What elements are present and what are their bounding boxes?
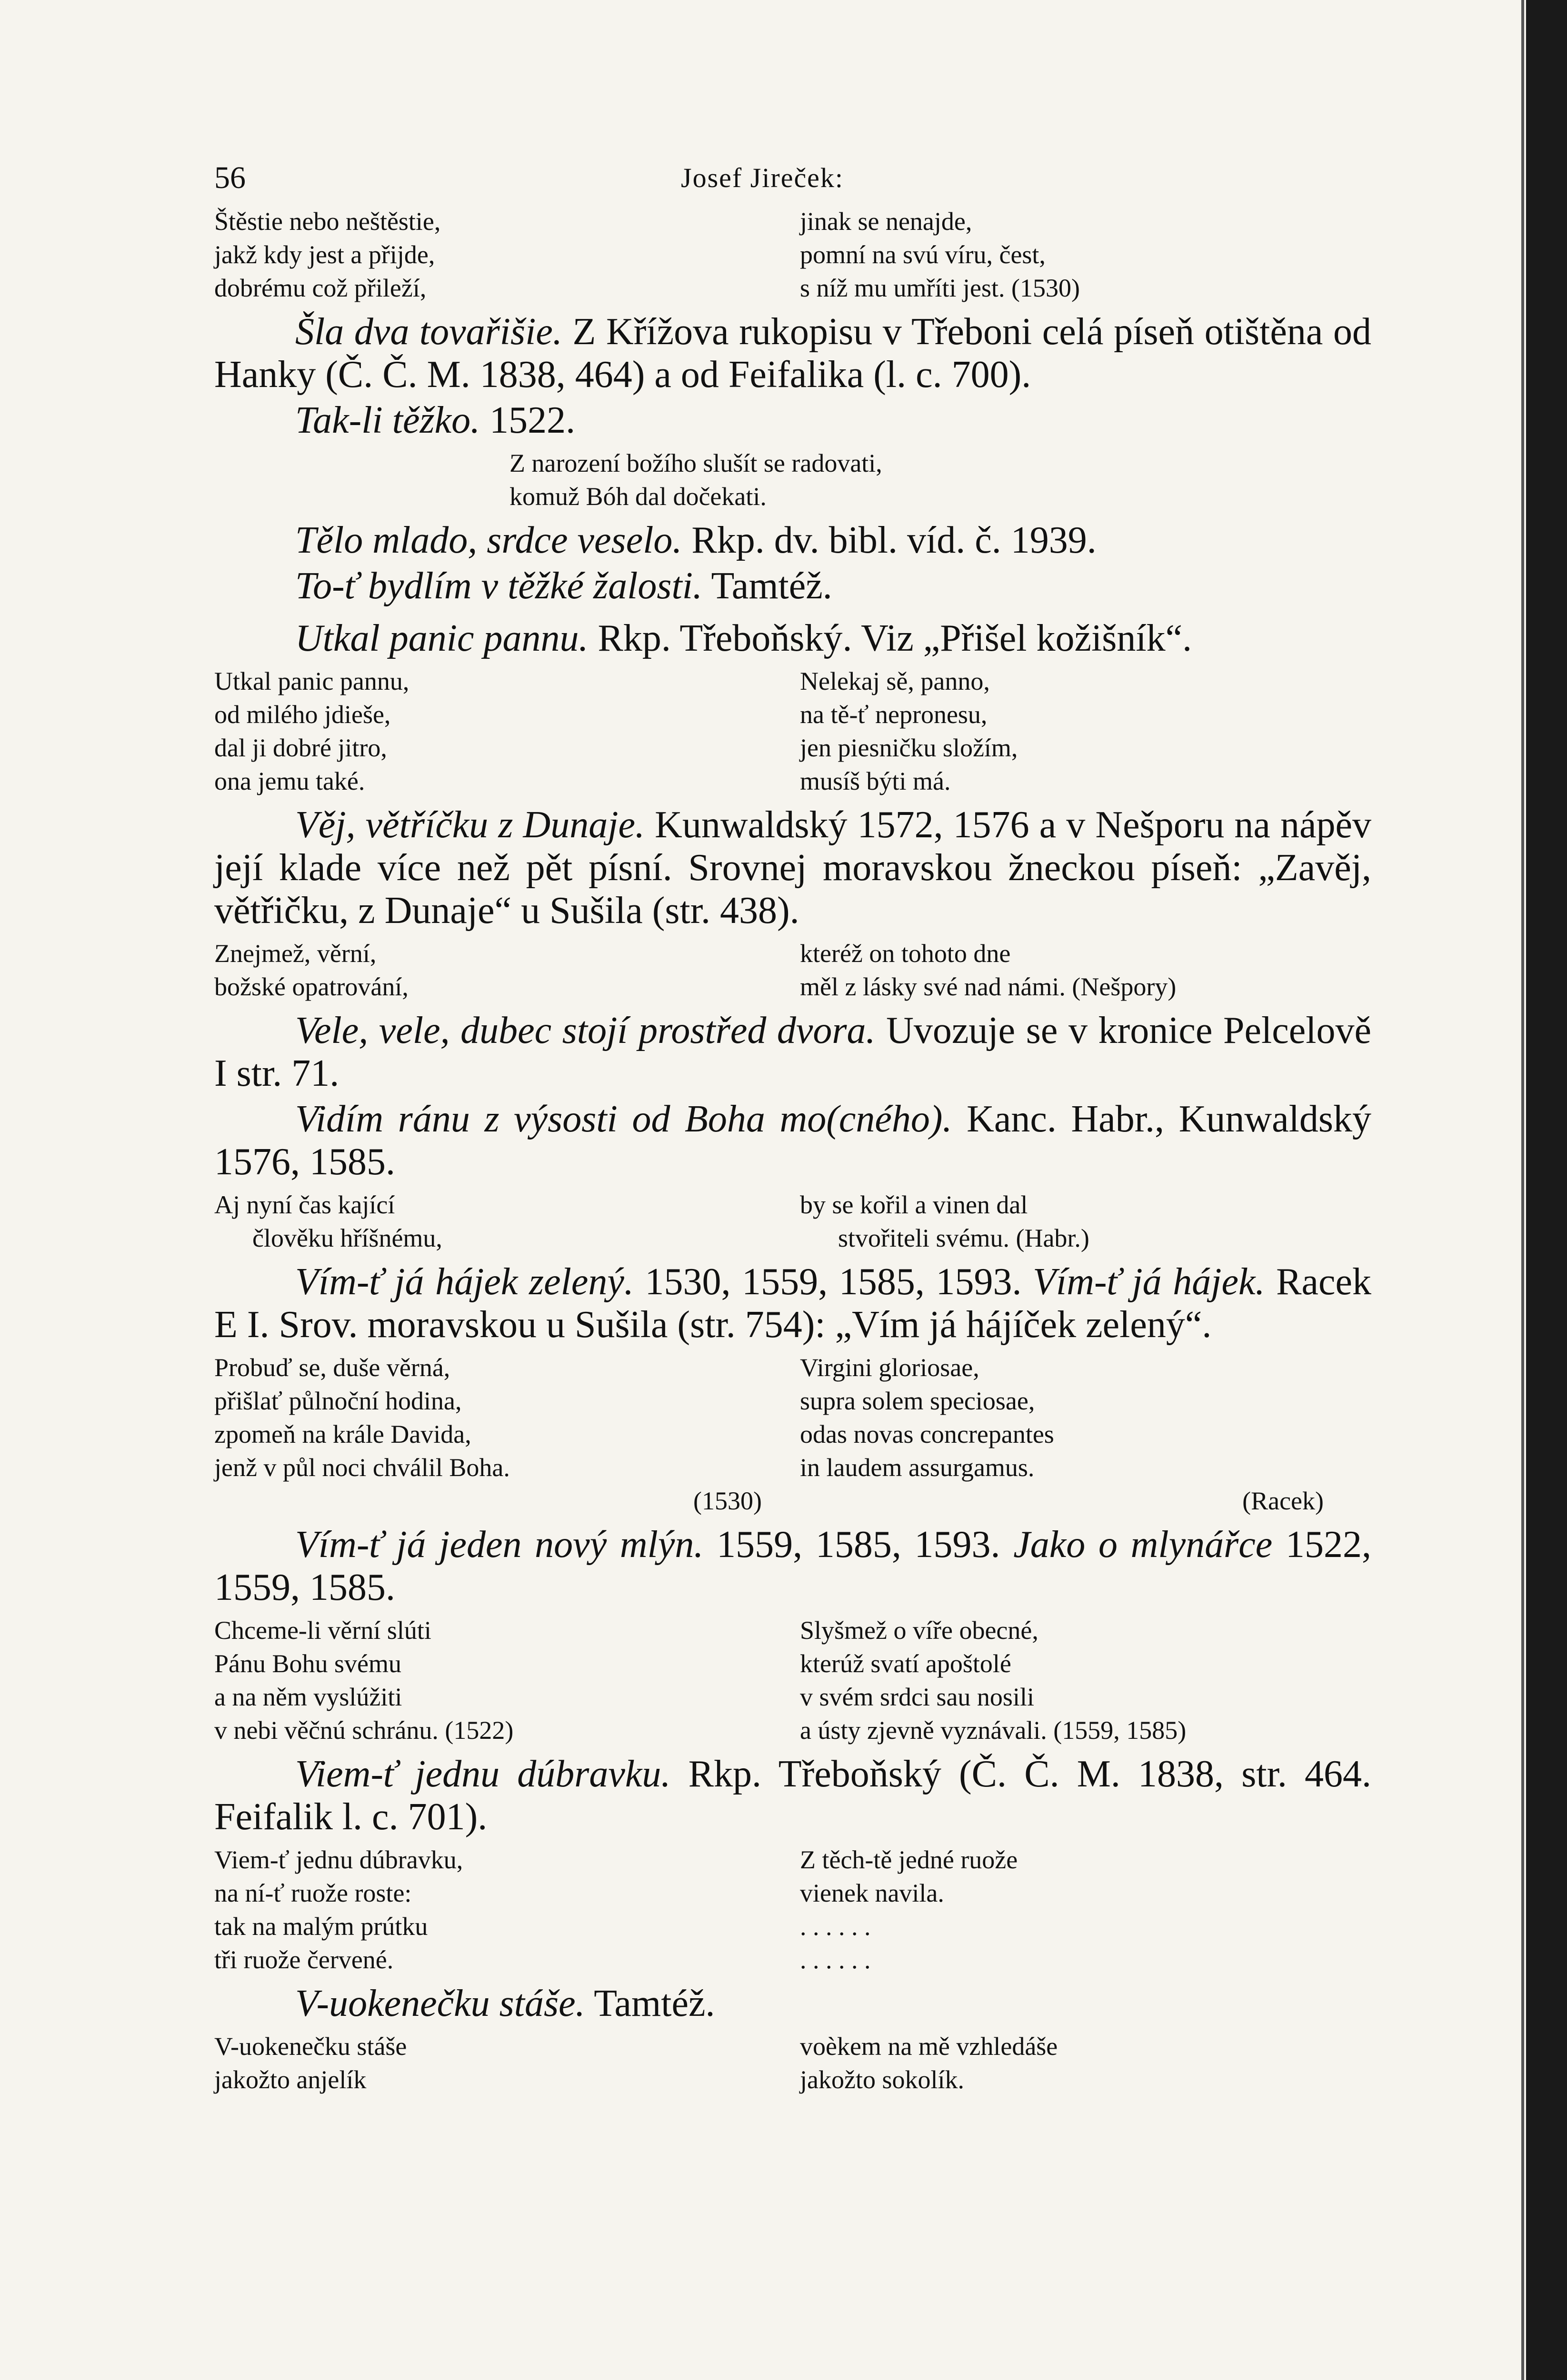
page-content — [214, 143, 1371, 2102]
verse-block — [214, 937, 1371, 1003]
verse-line: Viem-ť jednu dúbravku, — [214, 1845, 463, 1874]
verse-line: jakožto anjelík — [214, 2065, 367, 2094]
verse-line: a ústy zjevně vyznávali. (1559, 1585) — [800, 1716, 1187, 1745]
verse-line: vienek navila. — [800, 1879, 944, 1907]
entry-text: 1530, 1559, 1585, 1593. — [633, 1261, 1033, 1303]
verse-line: pomní na svú víru, čest, — [800, 240, 1046, 269]
entry-text: Racek E I. Srov. moravskou u Sušila (str. 754): „Vím já hájíček zelený“. — [214, 1261, 1372, 1346]
verse-source: (Racek) — [1242, 1487, 1324, 1515]
verse-block — [214, 1614, 1371, 1747]
song-entry — [214, 803, 1371, 932]
song-title: Vele, vele, dubec stojí prostřed dvora. — [295, 1010, 876, 1051]
song-title: V-uokenečku stáše. — [295, 1983, 585, 2024]
song-title: Tak-li těžko. — [295, 399, 480, 441]
verse-line: Aj nyní čas kající — [214, 1190, 395, 1219]
page-header — [214, 143, 1371, 200]
verse-line: jakožto sokolík. — [800, 2065, 964, 2094]
verse-line: kteréž on tohoto dne — [800, 939, 1011, 968]
song-title: Tělo mlado, srdce veselo. — [295, 519, 682, 561]
song-title: Věj, větříčku z Dunaje. — [295, 804, 645, 846]
song-title: To-ť bydlím v těžké žalosti. — [295, 565, 702, 607]
verse-line: jakž kdy jest a přijde, — [214, 240, 435, 269]
ellipsis-line: . . . . . . — [800, 1912, 871, 1941]
verse-block — [214, 205, 1371, 305]
song-entry — [214, 1523, 1371, 1609]
song-entry — [214, 565, 1371, 607]
verse-line: člověku hříšnému, — [252, 1224, 442, 1252]
song-title: Viem-ť jednu dúbravku. — [295, 1753, 671, 1795]
verse-line: Štěstie nebo neštěstie, — [214, 207, 441, 236]
entry-text: Uvozuje se v kronice Pelcelově I str. 71. — [214, 1010, 1372, 1094]
entry-text: 1522. — [480, 399, 576, 441]
entry-text: 1559, 1585, 1593. — [703, 1524, 1014, 1566]
verse-line: Pánu Bohu svému — [214, 1649, 402, 1678]
verse-line: Nelekaj sě, panno, — [800, 667, 990, 695]
verse-line: v nebi věčnú schránu. (1522) — [214, 1716, 514, 1745]
verse-line: od milého jdieše, — [214, 700, 391, 729]
ellipsis-line: . . . . . . — [800, 1945, 871, 1974]
entry-text: Tamtéž. — [702, 565, 832, 607]
verse-line: na tě-ť nepronesu, — [800, 700, 988, 729]
song-title-variant: Vím-ť já hájek. — [1033, 1261, 1265, 1303]
song-title: Utkal panic pannu. — [295, 617, 589, 659]
verse-line: jenž v půl noci chválil Boha. — [214, 1453, 510, 1482]
verse-line: Probuď se, duše věrná, — [214, 1353, 450, 1382]
song-entry — [214, 1982, 1371, 2025]
verse-line: božské opatrování, — [214, 972, 409, 1001]
entry-text: Kunwaldský 1572, 1576 a v Nešporu na nápěv její klade více než pět písní. Srovnej moravskou žneckou píseň: „Zavěj, větřičku, z Dunaje“ u Sušila (str. 438). — [214, 804, 1372, 932]
page-edge-shadow — [1521, 0, 1524, 2380]
verse-line: s níž mu umříti jest. (1530) — [800, 274, 1080, 302]
verse-block — [214, 2030, 1371, 2096]
entry-text: 1522, 1559, 1585. — [214, 1524, 1372, 1608]
verse-block — [214, 1351, 1371, 1517]
song-title: Šla dva tovařišie. — [295, 311, 562, 353]
verse-line: komuž Bóh dal dočekati. — [509, 482, 767, 511]
verse-line: a na něm vyslúžiti — [214, 1683, 402, 1711]
entry-text: Kanc. Habr., Kunwaldský 1576, 1585. — [214, 1098, 1372, 1183]
verse-source: (1530) — [693, 1487, 762, 1515]
verse-line: Virgini gloriosae, — [800, 1353, 979, 1382]
verse-line: stvořiteli svému. (Habr.) — [838, 1224, 1089, 1252]
entry-text: Tamtéž. — [585, 1983, 715, 2024]
verse-line: přišlať půlnoční hodina, — [214, 1387, 462, 1415]
verse-line: tak na malým prútku — [214, 1912, 428, 1941]
verse-block — [214, 446, 1371, 513]
song-entry — [214, 399, 1371, 442]
verse-line: kterúž svatí apoštolé — [800, 1649, 1011, 1678]
verse-line: odas novas concrepantes — [800, 1420, 1054, 1448]
verse-line: tři ruože červené. — [214, 1945, 394, 1974]
verse-line: v svém srdci sau nosili — [800, 1683, 1034, 1711]
verse-line: musíš býti má. — [800, 767, 951, 795]
verse-line: Znejmež, věrní, — [214, 939, 377, 968]
page-number: 56 — [214, 160, 246, 195]
verse-line: by se kořil a vinen dal — [800, 1190, 1028, 1219]
verse-line: zpomeň na krále Davida, — [214, 1420, 471, 1448]
verse-line: Z narození božího slušít se radovati, — [509, 449, 882, 477]
verse-line: in laudem assurgamus. — [800, 1453, 1035, 1482]
verse-line: jinak se nenajde, — [800, 207, 972, 236]
verse-block — [214, 1843, 1371, 1976]
entry-text: Rkp. Třeboňský. Viz „Přišel kožišník“. — [588, 617, 1192, 659]
song-entry — [214, 1009, 1371, 1095]
song-entry — [214, 1753, 1371, 1838]
verse-line: na ní-ť ruože roste: — [214, 1879, 412, 1907]
song-entry — [214, 617, 1371, 660]
entry-text: Rkp. dv. bibl. víd. č. 1939. — [682, 519, 1097, 561]
entry-text: Z Křížova rukopisu v Třeboni celá píseň otištěna od Hanky (Č. Č. M. 1838, 464) a od Feifalika (l. c. 700). — [214, 311, 1371, 396]
verse-line: V-uokenečku stáše — [214, 2032, 407, 2061]
song-entry — [214, 1098, 1371, 1183]
verse-line: voèkem na mě vzhledáše — [800, 2032, 1058, 2061]
song-title-variant: Jako o mlynářce — [1013, 1524, 1273, 1566]
song-title: Vím-ť já jeden nový mlýn. — [295, 1524, 704, 1566]
scan-border — [1526, 0, 1567, 2380]
song-entry — [214, 310, 1371, 396]
verse-line: ona jemu také. — [214, 767, 365, 795]
verse-line: Utkal panic pannu, — [214, 667, 409, 695]
verse-line: měl z lásky své nad námi. (Nešpory) — [800, 972, 1177, 1001]
verse-block — [214, 664, 1371, 798]
song-entry — [214, 1260, 1371, 1346]
song-title: Vidím ránu z výsosti od Boha mo(cného). — [295, 1098, 952, 1140]
verse-block — [214, 1188, 1371, 1255]
verse-line: Chceme-li věrní slúti — [214, 1616, 431, 1645]
entry-text: Rkp. Třeboňský (Č. Č. M. 1838, str. 464. Feifalik l. c. 701). — [214, 1753, 1371, 1838]
song-entry — [214, 519, 1371, 562]
verse-line: dobrému což přileží, — [214, 274, 427, 302]
verse-line: dal ji dobré jitro, — [214, 734, 387, 762]
song-title: Vím-ť já hájek zelený. — [295, 1261, 634, 1303]
running-head: Josef Jireček: — [681, 162, 844, 193]
verse-line: supra solem speciosae, — [800, 1387, 1035, 1415]
verse-line: Z těch-tě jedné ruože — [800, 1845, 1018, 1874]
verse-line: jen piesničku složím, — [800, 734, 1018, 762]
verse-line: Slyšmež o víře obecné, — [800, 1616, 1038, 1645]
